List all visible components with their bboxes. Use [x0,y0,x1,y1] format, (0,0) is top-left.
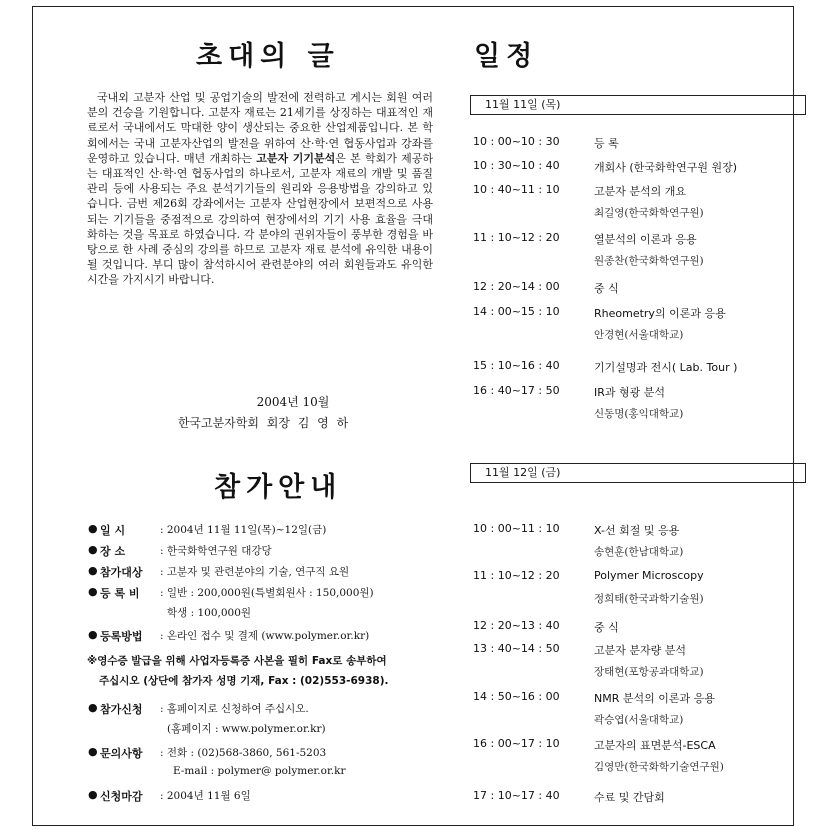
invitation-body [87,90,433,288]
deadline-value: : 2004년 11월 6일 [160,790,251,802]
event-speaker: 안경현(서울대학교) [594,329,684,341]
schedule-title: 일정 [474,41,539,72]
schedule-item [470,305,810,341]
target-label: 참가대상 [100,566,143,579]
fee-value: : 일반 : 200,000원(특별회원사 : 150,000원) [160,587,374,599]
schedule-item [470,690,810,726]
schedule-item [470,619,810,635]
bullet-icon: ● [88,701,98,714]
event-title: X-선 회절 및 응용 [594,524,680,537]
bullet-icon: ● [88,585,98,598]
page-frame [32,6,794,826]
event-time: 10 : 30~10 : 40 [473,159,560,172]
event-time: 10 : 40~11 : 10 [473,183,560,196]
day2-header: 11월 12일 (금) [470,463,806,483]
event-time: 12 : 20~13 : 40 [473,619,560,632]
schedule-item [470,569,810,605]
receipt-note-line1: ※영수증 발급을 위해 사업자등록증 사본을 필히 Fax로 송부하여 [87,655,387,667]
invitation-signature: 한국고분자학회 회장 김 영 하 [177,416,349,430]
invitation-title: 초대의 글 [196,41,340,72]
schedule-item [470,135,810,151]
place-label: 장 소 [100,545,126,558]
apply-label: 참가신청 [100,703,143,716]
apply-homepage: (홈페이지 : www.polymer.or.kr) [167,723,326,735]
event-time: 11 : 10~12 : 20 [473,231,560,244]
fee-value-student: 학생 : 100,000원 [167,607,252,619]
event-speaker: 곽승엽(서울대학교) [594,714,684,726]
event-speaker: 김영만(한국화학기술연구원) [594,761,724,773]
target-value: : 고분자 및 관련분야의 기술, 연구직 요원 [160,566,350,578]
event-title: 중 식 [594,621,619,634]
event-title: 개회사 (한국화학연구원 원장) [594,161,738,174]
event-speaker: 장태현(포항공과대학교) [594,666,704,678]
invitation-body-highlight: 고분자 기기분석 [256,151,336,165]
event-time: 14 : 00~15 : 10 [473,305,560,318]
contact-label: 문의사항 [100,747,143,760]
event-title: 열분석의 이론과 응용 [594,233,697,246]
schedule-item [470,522,810,558]
event-time: 11 : 10~12 : 20 [473,569,560,582]
schedule-item [470,384,810,420]
event-speaker: 송현훈(한남대학교) [594,546,684,558]
event-time: 15 : 10~16 : 40 [473,359,560,372]
bullet-icon: ● [88,543,98,556]
payment-value: : 온라인 접수 및 결제 (www.polymer.or.kr) [160,630,370,642]
event-speaker: 정희태(한국과학기술원) [594,593,704,605]
event-time: 16 : 40~17 : 50 [473,384,560,397]
bullet-icon: ● [88,564,98,577]
when-label: 일 시 [100,524,126,537]
schedule-item [470,280,810,296]
schedule-item [470,642,810,678]
bullet-icon: ● [88,745,98,758]
bullet-icon: ● [88,522,98,535]
place-value: : 한국화학연구원 대강당 [160,545,272,557]
event-title: IR과 형광 분석 [594,386,666,399]
event-time: 13 : 40~14 : 50 [473,642,560,655]
event-speaker: 원종찬(한국화학연구원) [594,255,704,267]
when-value: : 2004년 11월 11일(목)~12일(금) [160,524,327,536]
day1-header: 11월 11일 (목) [470,95,806,115]
event-time: 10 : 00~11 : 10 [473,522,560,535]
invitation-date: 2004년 10월 [256,395,330,409]
event-title: 수료 및 간담회 [594,791,665,804]
schedule-item [470,789,810,805]
contact-email: E-mail : polymer@ polymer.or.kr [173,765,346,777]
apply-value: : 홈페이지로 신청하여 주십시오. [160,703,309,715]
event-title: 고분자의 표면분석-ESCA [594,739,716,752]
invitation-body-part1: 국내외 고분자 산업 및 공업기술의 발전에 전력하고 게시는 회원 여러분의 건승을 기원합니다. 고분자 재료는 21세기를 상징하는 대표적인 재료로서 국내에서도 막대한 양이 생산되는 중요한 산업제품입니다. 본 학회에서는 국내 고분자산업의 발전을 위하여 산·학·연 협동사업과 강좌를 운영하고 있습니다. 매년 개최하는 [87,91,433,165]
event-title: 등 록 [594,137,619,150]
schedule-item [470,737,810,773]
bullet-icon: ● [88,628,98,641]
event-time: 14 : 50~16 : 00 [473,690,560,703]
event-title: NMR 분석의 이론과 응용 [594,692,715,705]
deadline-label: 신청마감 [100,790,143,803]
payment-label: 등록방법 [100,630,143,643]
event-title: 고분자 분석의 개요 [594,185,687,198]
schedule-item [470,159,810,175]
event-time: 17 : 10~17 : 40 [473,789,560,802]
fee-label: 등 록 비 [100,587,140,600]
receipt-note-line2: 주십시오 (상단에 참가자 성명 기재, Fax : (02)553-6938). [99,675,389,687]
event-speaker: 신동명(홍익대학교) [594,408,684,420]
event-title: 중 식 [594,282,619,295]
event-speaker: 최길영(한국화학연구원) [594,207,704,219]
event-time: 12 : 20~14 : 00 [473,280,560,293]
schedule-item [470,359,810,375]
bullet-icon: ● [88,788,98,801]
event-title: 기기설명과 전시( Lab. Tour ) [594,361,738,374]
schedule-item [470,183,810,219]
invitation-body-part2: 은 본 학회가 제공하는 대표적인 산·학·연 협동사업의 하나로서, 고분자 재료의 개발 및 품질관리 등에 사용되는 주요 분석기기들의 원리와 응용방법을 강의하고 있습니다. 금번 제26회 강좌에서는 고분자 산업현장에서 보편적으로 사용되는 기기들을 중점적으로 강의하여 현장에서의 기기 사용 효율을 극대화하는 것을 목표로 하였습니다. 각 분야의 권위자들이 풍부한 경험을 바탕으로 한 사례 중심의 강의를 하므로 고분자 재료 분석에 유익한 내용이 될 것입니다. 부디 많이 참석하시어 관련분야의 여러 회원들과도 유익한 시간을 가지시기 바랍니다. [87,151,433,287]
event-title: Polymer Microscopy [594,569,704,582]
contact-phone: : 전화 : (02)568-3860, 561-5203 [160,747,327,759]
event-title: 고분자 분자량 분석 [594,644,687,657]
event-time: 16 : 00~17 : 10 [473,737,560,750]
event-time: 10 : 00~10 : 30 [473,135,560,148]
attendance-title: 참가안내 [214,472,343,503]
schedule-item [470,231,810,267]
event-title: Rheometry의 이론과 응용 [594,307,726,320]
